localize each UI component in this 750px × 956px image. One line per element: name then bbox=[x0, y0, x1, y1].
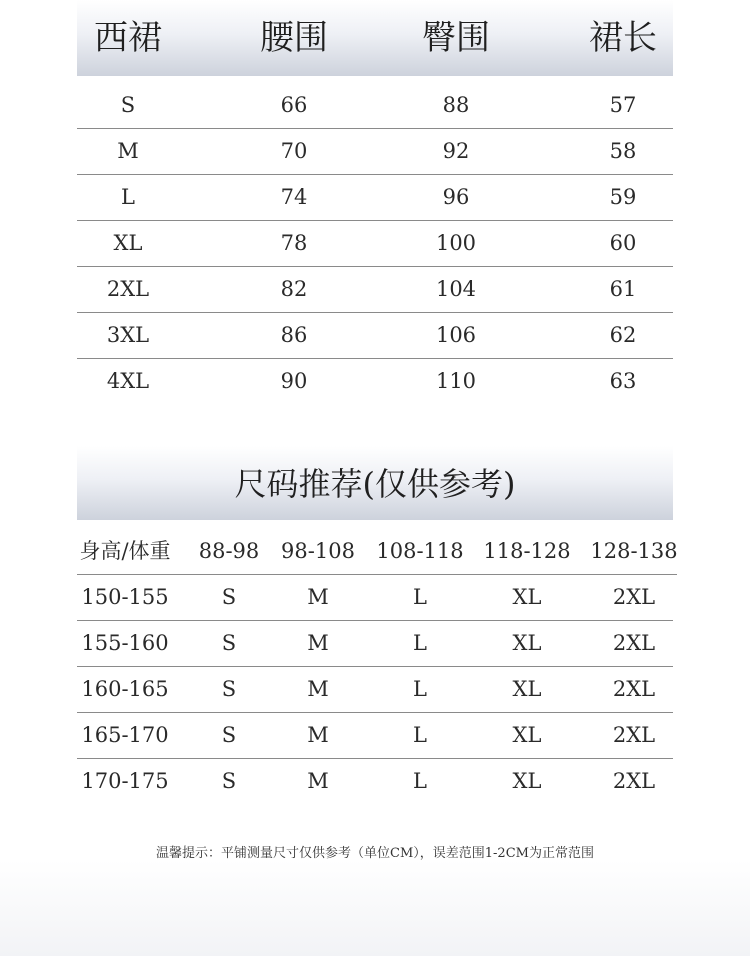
recommendation-cell: M bbox=[307, 677, 329, 701]
size-row bbox=[77, 83, 673, 129]
size-cell: 86 bbox=[280, 323, 308, 347]
recommendation-cell: S bbox=[221, 769, 237, 793]
size-cell: 88 bbox=[442, 93, 470, 117]
bottom-background bbox=[0, 860, 750, 956]
col-header-height-weight: 身高/体重 bbox=[79, 539, 171, 563]
header-length: 裙长 bbox=[589, 18, 657, 58]
recommendation-cell: XL bbox=[512, 585, 542, 609]
recommendation-cell: 2XL bbox=[612, 723, 656, 747]
recommendation-cell: L bbox=[413, 631, 427, 655]
recommendation-title: 尺码推荐(仅供参考) bbox=[234, 465, 516, 503]
recommendation-cell: 2XL bbox=[612, 769, 656, 793]
recommendation-cell: M bbox=[307, 769, 329, 793]
size-cell: 100 bbox=[435, 231, 477, 255]
recommendation-row bbox=[77, 759, 673, 804]
size-cell: 104 bbox=[435, 277, 477, 301]
header-hip: 臀围 bbox=[422, 18, 490, 58]
size-cell: 63 bbox=[609, 369, 637, 393]
recommendation-cell: XL bbox=[512, 723, 542, 747]
recommendation-row bbox=[77, 575, 673, 621]
size-row bbox=[77, 359, 673, 404]
recommendation-cell: S bbox=[221, 677, 237, 701]
recommendation-cell: L bbox=[413, 723, 427, 747]
size-row bbox=[77, 175, 673, 221]
size-cell: 90 bbox=[280, 369, 308, 393]
size-cell: 92 bbox=[442, 139, 470, 163]
size-row bbox=[77, 267, 673, 313]
recommendation-cell: 2XL bbox=[612, 677, 656, 701]
size-chart-header bbox=[77, 0, 673, 76]
size-cell: S bbox=[120, 93, 136, 117]
size-cell: 62 bbox=[609, 323, 637, 347]
header-skirt: 西裙 bbox=[94, 18, 162, 58]
size-cell: 3XL bbox=[106, 323, 150, 347]
size-cell: 57 bbox=[609, 93, 637, 117]
header-waist: 腰围 bbox=[260, 18, 328, 58]
recommendation-cell: 150-155 bbox=[81, 585, 169, 609]
recommendation-cell: XL bbox=[512, 677, 542, 701]
recommendation-cell: M bbox=[307, 631, 329, 655]
recommendation-cell: L bbox=[413, 677, 427, 701]
size-cell: 74 bbox=[280, 185, 308, 209]
recommendation-cell: L bbox=[413, 585, 427, 609]
col-header-weight-1: 88-98 bbox=[198, 539, 260, 563]
size-cell: 70 bbox=[280, 139, 308, 163]
size-row bbox=[77, 221, 673, 267]
size-cell: 4XL bbox=[106, 369, 150, 393]
size-cell: 78 bbox=[280, 231, 308, 255]
recommendation-row bbox=[77, 713, 673, 759]
size-cell: XL bbox=[113, 231, 143, 255]
size-cell: M bbox=[117, 139, 139, 163]
recommendation-cell: S bbox=[221, 631, 237, 655]
size-cell: 106 bbox=[435, 323, 477, 347]
size-cell: 60 bbox=[609, 231, 637, 255]
size-cell: 2XL bbox=[106, 277, 150, 301]
measurement-note: 温馨提示：平铺测量尺寸仅供参考（单位CM），误差范围1-2CM为正常范围 bbox=[156, 846, 594, 861]
size-cell: 110 bbox=[435, 369, 477, 393]
recommendation-column-headers bbox=[77, 528, 677, 575]
recommendation-cell: 165-170 bbox=[81, 723, 169, 747]
size-cell: 59 bbox=[609, 185, 637, 209]
recommendation-cell: 2XL bbox=[612, 585, 656, 609]
size-cell: 82 bbox=[280, 277, 308, 301]
recommendation-cell: XL bbox=[512, 631, 542, 655]
recommendation-cell: M bbox=[307, 585, 329, 609]
size-cell: 61 bbox=[609, 277, 637, 301]
recommendation-cell: 170-175 bbox=[81, 769, 169, 793]
size-cell: 66 bbox=[280, 93, 308, 117]
recommendation-cell: M bbox=[307, 723, 329, 747]
col-header-weight-3: 108-118 bbox=[376, 539, 464, 563]
recommendation-cell: L bbox=[413, 769, 427, 793]
size-row bbox=[77, 129, 673, 175]
recommendation-cell: 2XL bbox=[612, 631, 656, 655]
col-header-weight-4: 118-128 bbox=[483, 539, 571, 563]
recommendation-row bbox=[77, 621, 673, 667]
recommendation-header bbox=[77, 446, 673, 520]
col-header-weight-2: 98-108 bbox=[281, 539, 355, 563]
recommendation-cell: 160-165 bbox=[81, 677, 169, 701]
size-cell: 96 bbox=[442, 185, 470, 209]
size-cell: L bbox=[121, 185, 135, 209]
recommendation-cell: 155-160 bbox=[81, 631, 169, 655]
recommendation-cell: S bbox=[221, 723, 237, 747]
recommendation-row bbox=[77, 667, 673, 713]
col-header-weight-5: 128-138 bbox=[590, 539, 678, 563]
size-row bbox=[77, 313, 673, 359]
size-cell: 58 bbox=[609, 139, 637, 163]
recommendation-cell: XL bbox=[512, 769, 542, 793]
recommendation-cell: S bbox=[221, 585, 237, 609]
